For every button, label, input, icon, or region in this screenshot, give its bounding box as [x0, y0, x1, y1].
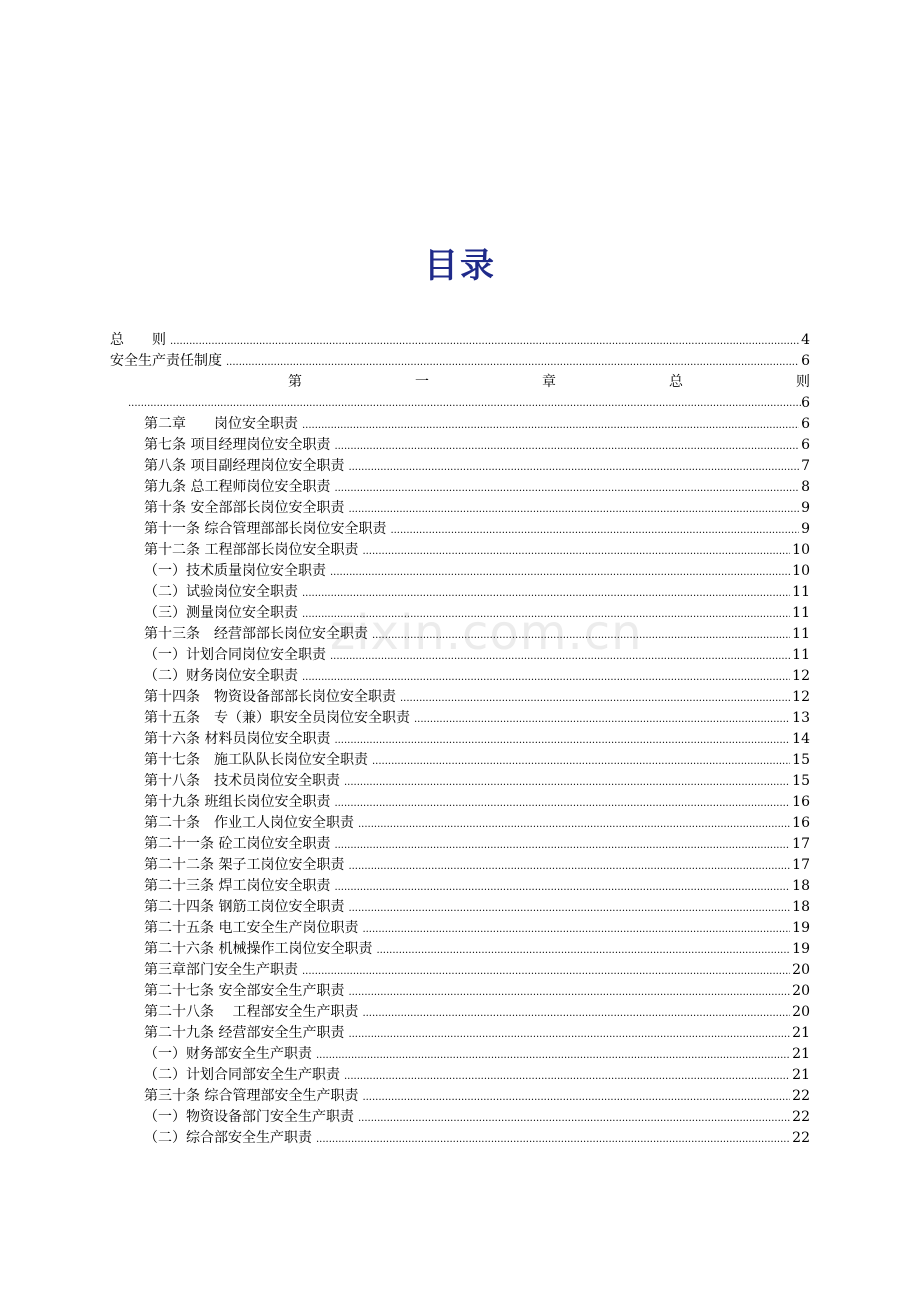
- toc-dot-leader: [344, 1066, 790, 1087]
- toc-dot-leader: [348, 1024, 790, 1045]
- toc-entry[interactable]: [110, 1065, 810, 1086]
- toc-entry[interactable]: [110, 1128, 810, 1149]
- toc-entry-label: 第二十六条 机械操作工岗位安全职责: [144, 941, 373, 957]
- toc-entry-label: 第二十二条 架子工岗位安全职责: [144, 857, 345, 873]
- toc-dot-leader: [362, 541, 790, 562]
- toc-page-number: 6: [801, 416, 810, 432]
- toc-dot-leader: [334, 436, 799, 457]
- toc-page-number: 14: [792, 731, 810, 747]
- toc-dot-leader: [344, 772, 790, 793]
- toc-page-number: 15: [792, 752, 810, 768]
- toc-chapter-one-char: 一: [415, 374, 429, 390]
- toc-entry[interactable]: [110, 750, 810, 771]
- toc-page-number: 6: [801, 353, 810, 369]
- toc-entry-label: 第二章 岗位安全职责: [144, 416, 298, 432]
- toc-page-number: 10: [792, 563, 810, 579]
- toc-dot-leader: [302, 961, 790, 982]
- toc-entry-label: 第十条 安全部部长岗位安全职责: [144, 500, 345, 516]
- toc-entry[interactable]: [110, 477, 810, 498]
- toc-chapter-one-leader: [110, 393, 810, 414]
- toc-dot-leader: [128, 393, 801, 414]
- toc-dot-leader: [348, 457, 799, 478]
- toc-entry-label: （二）综合部安全生产职责: [144, 1130, 312, 1146]
- toc-entry-label: 第二十三条 焊工岗位安全职责: [144, 878, 331, 894]
- toc-page-number: 19: [792, 941, 810, 957]
- toc-page-number: 6: [801, 395, 810, 411]
- toc-entry-label: 第三十条 综合管理部安全生产职责: [144, 1088, 359, 1104]
- toc-entry[interactable]: [110, 876, 810, 897]
- toc-page-number: 12: [792, 668, 810, 684]
- toc-entry-label: （二）计划合同部安全生产职责: [144, 1067, 340, 1083]
- toc-entry-label: 第二十七条 安全部安全生产职责: [144, 983, 345, 999]
- toc-dot-leader: [302, 583, 790, 604]
- toc-entry[interactable]: [110, 498, 810, 519]
- toc-dot-leader: [362, 1087, 790, 1108]
- toc-entry-label: 第二十五条 电工安全生产岗位职责: [144, 920, 359, 936]
- toc-dot-leader: [376, 940, 790, 961]
- toc-entry-label: 第二十一条 砼工岗位安全职责: [144, 836, 331, 852]
- toc-entry-label: 第十五条 专（兼）职安全员岗位安全职责: [144, 710, 410, 726]
- toc-page-number: 22: [792, 1109, 810, 1125]
- toc-page-number: 18: [792, 878, 810, 894]
- toc-page-number: 21: [792, 1025, 810, 1041]
- toc-entry[interactable]: [110, 1044, 810, 1065]
- toc-entry-label: 第二十八条 工程部安全生产职责: [144, 1004, 359, 1020]
- toc-page-number: 16: [792, 815, 810, 831]
- toc-page-number: 11: [792, 647, 810, 663]
- toc-dot-leader: [334, 793, 790, 814]
- toc-entry[interactable]: [110, 666, 810, 687]
- toc-dot-leader: [334, 478, 799, 499]
- toc-entry[interactable]: [110, 645, 810, 666]
- toc-page-number: 20: [792, 1004, 810, 1020]
- toc-page-number: 11: [792, 605, 810, 621]
- toc-chapter-one-char: 章: [542, 374, 556, 390]
- toc-entry-label: 总 则: [110, 332, 166, 348]
- toc-entry[interactable]: [110, 1002, 810, 1023]
- toc-page-number: 19: [792, 920, 810, 936]
- toc-entry[interactable]: [110, 729, 810, 750]
- toc-entry[interactable]: [110, 897, 810, 918]
- toc-dot-leader: [316, 1129, 790, 1150]
- toc-entry[interactable]: [110, 813, 810, 834]
- toc-dot-leader: [348, 856, 790, 877]
- toc-entry-label: 第十二条 工程部部长岗位安全职责: [144, 542, 359, 558]
- toc-dot-leader: [302, 667, 790, 688]
- toc-page-number: 22: [792, 1088, 810, 1104]
- toc-entry[interactable]: [110, 687, 810, 708]
- toc-dot-leader: [226, 352, 799, 373]
- toc-entry-label: 第十九条 班组长岗位安全职责: [144, 794, 331, 810]
- toc-page-number: 10: [792, 542, 810, 558]
- watermark: zixin.com.cn: [330, 605, 643, 661]
- toc-chapter-one-char: 则: [796, 374, 810, 390]
- toc-page-number: 17: [792, 836, 810, 852]
- toc-entry[interactable]: [110, 435, 810, 456]
- toc-entry[interactable]: [110, 792, 810, 813]
- toc-entry[interactable]: [110, 771, 810, 792]
- toc-chapter-one-char: 第: [288, 374, 302, 390]
- toc-dot-leader: [334, 730, 790, 751]
- toc-entry[interactable]: [110, 1023, 810, 1044]
- toc-entry[interactable]: [110, 456, 810, 477]
- toc-page-number: 8: [801, 479, 810, 495]
- toc-entry[interactable]: [110, 351, 810, 372]
- toc-page-number: 17: [792, 857, 810, 873]
- toc-entry[interactable]: [110, 708, 810, 729]
- toc-entry-label: 第十三条 经营部部长岗位安全职责: [144, 626, 368, 642]
- toc-page-number: 9: [801, 521, 810, 537]
- toc-entry[interactable]: [110, 414, 810, 435]
- toc-entry-label: （二）试验岗位安全职责: [144, 584, 298, 600]
- toc-page-number: 9: [801, 500, 810, 516]
- table-of-contents: [110, 330, 810, 1149]
- toc-page-number: 13: [792, 710, 810, 726]
- toc-dot-leader: [334, 835, 790, 856]
- toc-page-number: 12: [792, 689, 810, 705]
- toc-entry-label: （一）物资设备部门安全生产职责: [144, 1109, 354, 1125]
- toc-entry-label: 第九条 总工程师岗位安全职责: [144, 479, 331, 495]
- toc-page-number: 18: [792, 899, 810, 915]
- toc-entry[interactable]: [110, 1086, 810, 1107]
- toc-page-number: 21: [792, 1067, 810, 1083]
- toc-entry-label: （一）计划合同岗位安全职责: [144, 647, 326, 663]
- toc-page-number: 21: [792, 1046, 810, 1062]
- toc-dot-leader: [348, 499, 799, 520]
- toc-page-number: 16: [792, 794, 810, 810]
- toc-entry[interactable]: [110, 519, 810, 540]
- toc-page-number: 20: [792, 962, 810, 978]
- toc-dot-leader: [348, 982, 790, 1003]
- toc-dot-leader: [302, 415, 799, 436]
- toc-entry[interactable]: [110, 855, 810, 876]
- toc-entry-label: 第三章部门安全生产职责: [144, 962, 298, 978]
- toc-chapter-one-heading[interactable]: [110, 372, 810, 393]
- toc-dot-leader: [348, 898, 790, 919]
- toc-entry[interactable]: [110, 561, 810, 582]
- toc-page-number: 7: [801, 458, 810, 474]
- toc-dot-leader: [414, 709, 790, 730]
- toc-entry-label: 第八条 项目副经理岗位安全职责: [144, 458, 345, 474]
- toc-entry-label: 第二十条 作业工人岗位安全职责: [144, 815, 354, 831]
- toc-dot-leader: [334, 877, 790, 898]
- toc-entry[interactable]: [110, 582, 810, 603]
- toc-dot-leader: [316, 1045, 790, 1066]
- toc-entry-label: 第十八条 技术员岗位安全职责: [144, 773, 340, 789]
- toc-dot-leader: [358, 1108, 790, 1129]
- toc-dot-leader: [358, 814, 790, 835]
- toc-dot-leader: [330, 562, 790, 583]
- toc-entry[interactable]: [110, 981, 810, 1002]
- toc-entry[interactable]: [110, 603, 810, 624]
- toc-entry[interactable]: [110, 624, 810, 645]
- toc-page-number: 11: [792, 584, 810, 600]
- toc-entry-label: （二）财务岗位安全职责: [144, 668, 298, 684]
- toc-dot-leader: [170, 331, 799, 352]
- toc-page-number: 22: [792, 1130, 810, 1146]
- toc-dot-leader: [302, 604, 790, 625]
- toc-entry-label: 第二十四条 钢筋工岗位安全职责: [144, 899, 345, 915]
- toc-entry[interactable]: [110, 939, 810, 960]
- toc-entry[interactable]: [110, 918, 810, 939]
- toc-page-number: 11: [792, 626, 810, 642]
- page-title: 目录: [424, 246, 496, 286]
- toc-chapter-one-char: 总: [669, 374, 683, 390]
- toc-entry-label: （一）技术质量岗位安全职责: [144, 563, 326, 579]
- toc-page-number: 20: [792, 983, 810, 999]
- toc-dot-leader: [372, 625, 790, 646]
- toc-entry-label: 第十四条 物资设备部部长岗位安全职责: [144, 689, 396, 705]
- toc-page-number: 4: [801, 332, 810, 348]
- toc-page-number: 6: [801, 437, 810, 453]
- toc-entry-label: 第十六条 材料员岗位安全职责: [144, 731, 331, 747]
- toc-entry-label: （一）财务部安全生产职责: [144, 1046, 312, 1062]
- toc-entry[interactable]: [110, 960, 810, 981]
- toc-page-number: 15: [792, 773, 810, 789]
- toc-entry[interactable]: [110, 1107, 810, 1128]
- toc-entry-label: 第二十九条 经营部安全生产职责: [144, 1025, 345, 1041]
- toc-dot-leader: [362, 1003, 790, 1024]
- toc-entry[interactable]: [110, 540, 810, 561]
- toc-entry[interactable]: [110, 330, 810, 351]
- toc-dot-leader: [400, 688, 790, 709]
- toc-entry-label: （三）测量岗位安全职责: [144, 605, 298, 621]
- toc-entry-label: 第十一条 综合管理部部长岗位安全职责: [144, 521, 387, 537]
- toc-entry-label: 第十七条 施工队队长岗位安全职责: [144, 752, 368, 768]
- toc-dot-leader: [372, 751, 790, 772]
- toc-dot-leader: [390, 520, 799, 541]
- toc-entry-label: 安全生产责任制度: [110, 353, 222, 369]
- toc-dot-leader: [330, 646, 790, 667]
- toc-dot-leader: [362, 919, 790, 940]
- toc-entry-label: 第七条 项目经理岗位安全职责: [144, 437, 331, 453]
- toc-entry[interactable]: [110, 834, 810, 855]
